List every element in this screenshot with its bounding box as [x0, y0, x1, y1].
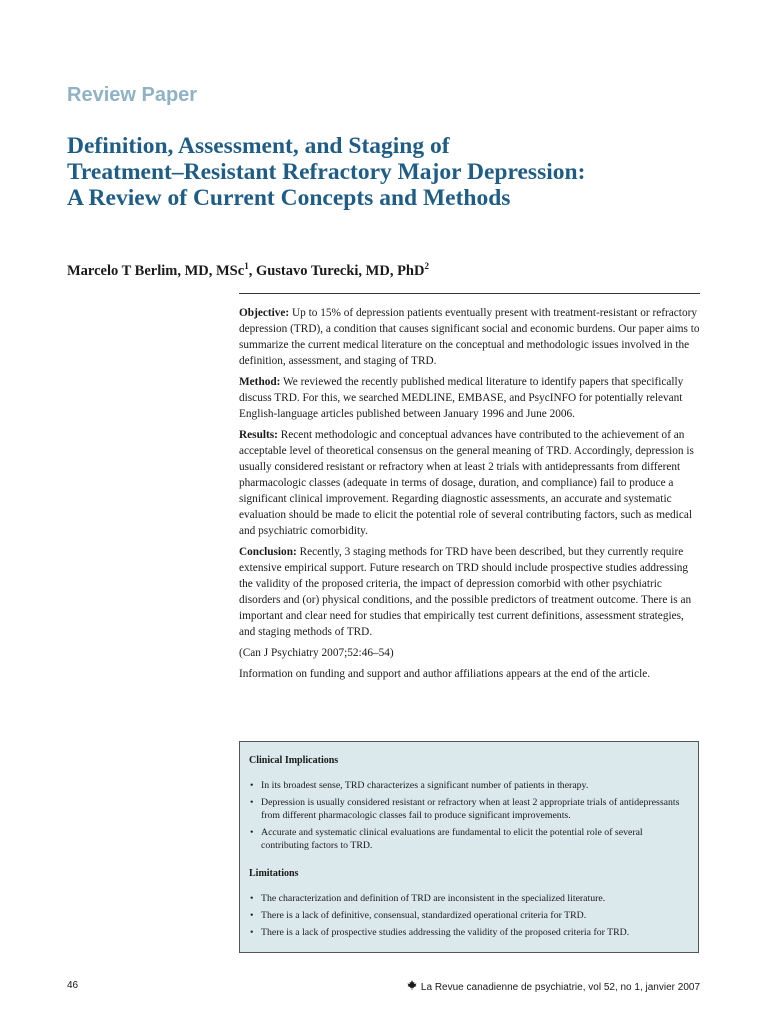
list-item: • In its broadest sense, TRD characterizes a significant number of patients in therapy. — [249, 779, 688, 792]
affiliation-marker: 2 — [424, 261, 429, 271]
abstract-text: Up to 15% of depression patients eventually present with treatment-resistant or refractory depression (TRD), a condition that causes significant social and economic burdens. Our paper aims to summarize the current medical literature on the conceptual and methodologic issues involved in the definition, assessment, and staging of TRD. — [239, 307, 700, 367]
abstract-objective — [239, 305, 701, 369]
abstract — [239, 305, 701, 687]
article-title — [67, 133, 727, 211]
author-list — [67, 261, 429, 280]
page-number: 46 — [67, 980, 79, 991]
journal-citation: La Revue canadienne de psychiatrie, vol 52, no 1, janvier 2007 — [420, 982, 700, 993]
limitations-heading: Limitations — [249, 868, 299, 879]
implications-heading: Clinical Implications — [249, 755, 339, 766]
abstract-text: Recent methodologic and conceptual advances have contributed to the achievement of an acceptable level of theoretical consensus on the general meaning of TRD. Accordingly, depression is usually considered resistant or refractory when at least 2 trials with antidepressants from different pharmacologic classes (adequate in terms of dosage, duration, and compliance) fail to produce a significant clinical improvement. Regarding diagnostic assessments, an accurate and systematic evaluation should be made to elicit the potential role of several contributing factors, such as medical and psychiatric comorbidity. — [239, 429, 694, 537]
list-item: • There is a lack of prospective studies addressing the validity of the proposed criteria for TRD. — [249, 926, 688, 939]
author-separator: , — [248, 262, 256, 279]
list-item: • There is a lack of definitive, consensual, standardized operational criteria for TRD. — [249, 909, 688, 922]
citation: (Can J Psychiatry 2007;52:46–54) — [239, 647, 394, 659]
title-line: Definition, Assessment, and Staging of — [67, 133, 450, 159]
funding-note: Information on funding and support and author affiliations appears at the end of the article. — [239, 668, 651, 680]
abstract-conclusion — [239, 544, 701, 640]
abstract-label: Method: — [239, 376, 281, 388]
title-line: Treatment–Resistant Refractory Major Depression: — [67, 159, 586, 185]
clinical-implications-box — [239, 741, 699, 953]
abstract-label: Objective: — [239, 307, 290, 319]
maple-leaf-icon — [407, 980, 417, 993]
journal-footer — [407, 980, 700, 993]
title-line: A Review of Current Concepts and Methods — [67, 185, 511, 211]
limitations-list — [249, 892, 688, 939]
author-name: Gustavo Turecki, MD, PhD — [255, 262, 425, 279]
abstract-label: Conclusion: — [239, 546, 297, 558]
abstract-divider — [239, 293, 700, 294]
author-name: Marcelo T Berlim, MD, MSc — [67, 262, 245, 279]
section-label: Review Paper — [67, 84, 198, 106]
list-item: • The characterization and definition of TRD are inconsistent in the specialized literature. — [249, 892, 688, 905]
affiliation-marker: 1 — [244, 261, 249, 271]
abstract-results — [239, 427, 701, 539]
list-item: • Accurate and systematic clinical evaluations are fundamental to elicit the potential role of several contributing factors to TRD. — [249, 826, 688, 852]
abstract-text: Recently, 3 staging methods for TRD have been described, but they currently require extensive empirical support. Future research on TRD should include prospective studies addressing the validity of the proposed criteria, the impact of depression comorbid with other psychiatric disorders and (or) physical conditions, and the possible predictors of treatment outcome. There is an important and clear need for studies that empirically test current definitions, assessment strategies, and staging methods of TRD. — [239, 546, 692, 638]
implications-list — [249, 779, 688, 852]
abstract-label: Results: — [239, 429, 278, 441]
abstract-text: We reviewed the recently published medical literature to identify papers that specifically discuss TRD. For this, we searched MEDLINE, EMBASE, and PsycINFO for potentially relevant English-language articles published between January 1996 and June 2006. — [239, 376, 684, 420]
abstract-method — [239, 374, 701, 422]
list-item: • Depression is usually considered resistant or refractory when at least 2 appropriate trials of antidepressants from different pharmacologic classes fail to produce significant improvements. — [249, 796, 688, 822]
